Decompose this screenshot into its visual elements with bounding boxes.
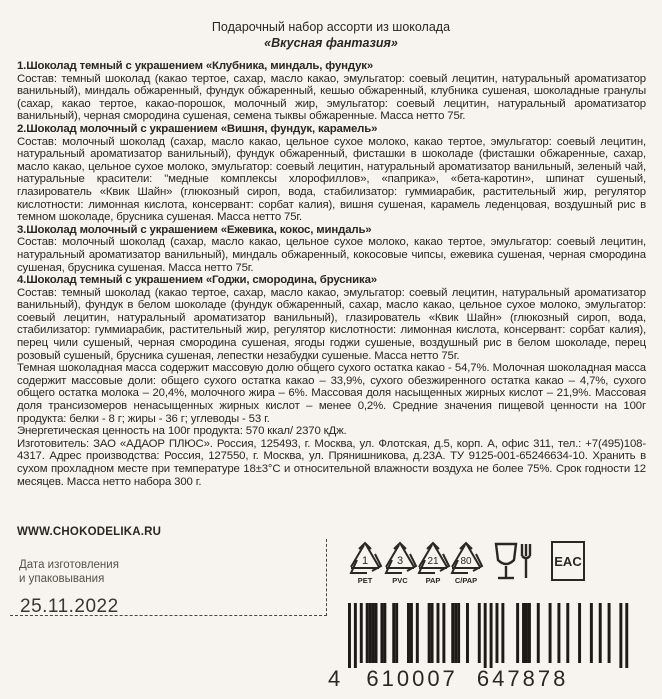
section-2-text: Состав: молочный шоколад (сахар, масло какао, цельное сухое молоко, какао тертое, эмульгатор: соевый лецитин, натуральный ароматизатор ванильный), фундук обжаренный, фисташки в шоколаде (фисташки обжаренные, сахар, масло какао, цельное сухое молоко, эмульгатор: соевый лецитин, натуральный ароматизатор ванильный, зеленый чай, натуральные красители: "медные комплексы хлорофиллов», «паприка», «бета-каротин», шпинат сушеный, глазирователь «Квик Шайн» (глюкозный сироп, вода, стабилизатор: гуммиарабик, растительный жир, регулятор кислотности: лимонная кислота, консервант: сорбат калия), вишня сушеная, карамель леденцовая, воздушный рис в темном шоколаде, брусника сушеная. Масса нетто 75г.	[17, 135, 646, 224]
manufacture-date: 25.11.2022	[20, 596, 119, 617]
barcode-bar	[348, 603, 351, 668]
barcode-bar	[454, 603, 457, 663]
composition-text	[17, 60, 646, 488]
barcode-bar	[457, 603, 460, 663]
barcode-first-digit: 4	[328, 666, 344, 691]
section-3-heading: 3.Шоколад молочный с украшением «Ежевика, кокос, миндаль»	[17, 223, 372, 236]
barcode-bar	[437, 603, 440, 663]
barcode-bar	[383, 603, 386, 663]
section-1-heading: 1.Шоколад темный с украшением «Клубника, миндаль, фундук»	[17, 60, 374, 72]
barcode-bar	[360, 603, 363, 663]
recycle-pvc-label: PVC	[392, 576, 408, 585]
barcode-bar	[442, 603, 445, 663]
website-link[interactable]: WWW.CHOKODELIKA.RU	[17, 526, 162, 538]
barcode-bar	[625, 603, 628, 668]
barcode-bar	[501, 603, 504, 663]
barcode-bar	[392, 603, 395, 663]
barcode-number	[328, 666, 654, 692]
barcode-bar	[608, 603, 611, 663]
manufacture-label-line-1: Дата изготовления	[19, 559, 119, 571]
barcode-bar	[354, 603, 357, 668]
recycle-pvc-number: 3	[396, 555, 404, 567]
barcode-bar	[428, 603, 431, 663]
barcode-bar	[516, 603, 519, 663]
barcode-bar	[366, 603, 369, 663]
recycle-pet-icon	[345, 540, 385, 576]
recycle-pap-label: PAP	[425, 576, 441, 585]
barcode-bar	[619, 603, 622, 668]
barcode-bar	[380, 603, 383, 663]
barcode-bar	[528, 603, 531, 663]
nutrition-text: Темная шоколадная масса содержит массовую долю общего сухого остатка какао - 54,7%. Молочная шоколадная масса содержит массовые доли: общего сухого остатка какао – 33,9%, сухого обезжиренного остатка какао – 4,7%, сухого общего остатка молока – 20,4%, молочного жира – 6%. Массовая доля насыщенных жирных кислот – 21,9%. Массовая доля трансизомеров ненасыщенных жирных кислот – менее 0,2%. Средние значения пищевой ценности на 100г продукта: белки - 8 г; жиры - 36 г; углеводы - 53 г.	[17, 362, 646, 425]
barcode-bar	[407, 603, 410, 663]
barcode-right-group: 647878	[476, 666, 569, 691]
section-4-heading: 4.Шоколад темный с украшением «Годжи, смородина, брусника»	[17, 274, 377, 287]
recycle-pet-number: 1	[361, 555, 369, 567]
header-line-1: Подарочный набор ассорти из шоколада	[211, 20, 451, 34]
barcode-bar	[549, 603, 552, 663]
section-1-text: Состав: темный шоколад (какао тертое, сахар, масло какао, эмульгатор: соевый лецитин, натуральный ароматизатор ванильный), миндаль обжаренный, фундук обжаренный, кешью обжаренный, клубника сушеная, шоколадные гранулы (сахар, какао тертое, какао-порошок, молочный жир, эмульгатор: соевый лецитин, натуральный ароматизатор ванильный), черная смородина сушеная, семена тыквы обжаренные. Масса нетто 75г.	[17, 72, 646, 123]
manufacture-label-line-2: и упаковывания	[19, 573, 105, 585]
eac-mark-text: EAC	[554, 554, 582, 569]
recycle-pet-label: PET	[357, 576, 373, 585]
recycle-pap-number: 21	[427, 556, 439, 567]
barcode-bar	[466, 603, 469, 663]
barcode-bar	[478, 603, 481, 663]
barcode-bar	[590, 603, 593, 663]
section-4-text: Состав: темный шоколад (какао тертое, сахар, масло какао, эмульгатор: соевый лецитин, натуральный ароматизатор ванильный), фундук в белом шоколаде (фундук обжаренный, сахар, масло какао, цельное сухое молоко, эмульгатор: соевый лецитин, натуральный ароматизатор ванильный), глазирователь «Квик Шайн» (глюкозный сироп, вода, стабилизатор: гуммиарабик, растительный жир, регулятор кислотности: лимонная кислота, консервант: сорбат калия), перец чили сушеный, черная смородина сушеная, ягоды годжи сушеные, воздушный рис в белом шоколаде, перец розовый сушеный, брусника сушеная, лепестки незабудки сушеные. Масса нетто 75г.	[17, 286, 646, 362]
recycle-cpap-label: C/PAP	[454, 576, 478, 585]
barcode-bar	[490, 603, 493, 668]
manufacturer-text: Изготовитель: ЗАО «АДАОР ПЛЮС». Россия, 125493, г. Москва, ул. Флотская, д.5, корп. А, офис 311, тел.: +7(495)108-4317. Адрес производства: Россия, 127550, г. Москва, ул. Прянишникова, д.23А. ТУ 9125-001-65246634-10. Хранить в сухом прохладном месте при температуре 18±3°С и относительной влажности воздуха не более 75%. Срок годности 12 месяцев. Масса нетто набора 300 г.	[17, 437, 646, 488]
barcode-bar	[566, 603, 569, 663]
barcode-bar	[431, 603, 434, 663]
manufacture-label	[19, 558, 119, 586]
barcode-bar	[416, 603, 419, 663]
barcode-bar	[410, 603, 413, 663]
eac-mark-icon	[551, 541, 585, 581]
barcode-bar	[375, 603, 378, 663]
header-line-2: «Вкусная фантазия»	[264, 36, 398, 50]
recycle-cpap-icon	[446, 540, 486, 576]
barcode-bar	[537, 603, 540, 663]
barcode-bar	[522, 603, 525, 663]
food-safe-glass-fork-icon	[492, 540, 534, 584]
barcode-bar	[496, 603, 499, 663]
barcode-bar	[599, 603, 602, 663]
barcode-bar	[557, 603, 560, 663]
energy-text: Энергетическая ценность на 100г продукта: 570 ккал/ 2370 кДж.	[17, 425, 347, 438]
barcode-bar	[369, 603, 372, 663]
barcode-bar	[395, 603, 398, 663]
barcode-bar	[578, 603, 581, 663]
barcode	[328, 603, 654, 668]
recycle-cpap-number: 80	[460, 556, 472, 567]
barcode-bar	[525, 603, 528, 663]
barcode-bar	[451, 603, 454, 663]
barcode-bar	[484, 603, 487, 668]
section-3-text: Состав: молочный шоколад (сахар, масло какао, цельное сухое молоко, какао тертое, эмульгатор: соевый лецитин, натуральный ароматизатор ванильный), миндаль обжаренный, кокосовые чипсы, ежевика сушеная, черная смородина сушеная, брусника сушеная. Масса нетто 75г.	[17, 236, 646, 274]
barcode-bar	[372, 603, 375, 663]
section-2-heading: 2.Шоколад молочный с украшением «Вишня, фундук, карамель»	[17, 122, 378, 135]
barcode-left-group: 610007	[366, 666, 458, 691]
